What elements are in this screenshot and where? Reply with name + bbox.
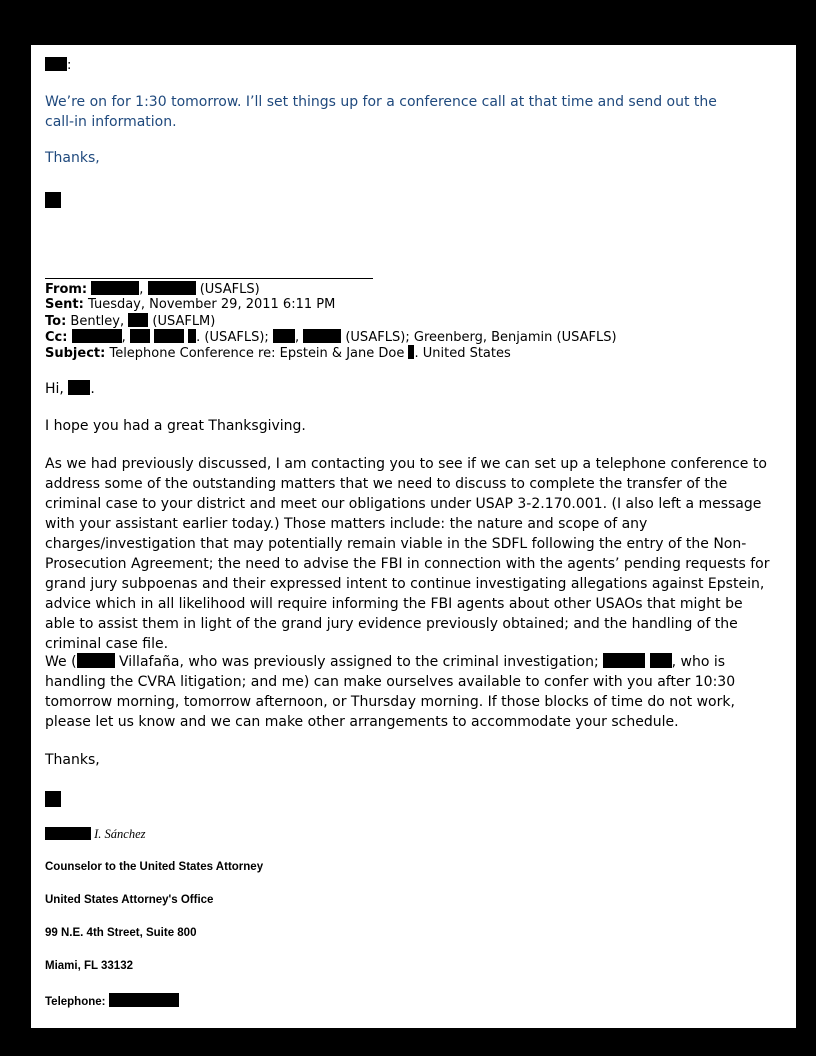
redaction-box: [45, 192, 61, 208]
redaction-box: [154, 329, 184, 343]
header-divider: [45, 278, 373, 279]
reply-thanks: Thanks,: [45, 150, 100, 166]
message-paragraph: I hope you had a great Thanksgiving.: [45, 418, 306, 434]
signature-city: Miami, FL 33132: [45, 960, 133, 972]
reply-paragraph: We’re on for 1:30 tomorrow. I’ll set things up for a conference call at that time and send out the call-in information.: [45, 94, 717, 130]
message-thanks: Thanks,: [45, 752, 100, 768]
signature-title: Counselor to the United States Attorney: [45, 861, 264, 873]
redaction-box: [128, 313, 148, 327]
header-to: To: Bentley, (USAFLM): [45, 314, 216, 329]
redaction-box: [45, 827, 91, 840]
redaction-box: [91, 281, 139, 295]
signature-name: I. Sánchez: [45, 827, 146, 842]
signature-address: 99 N.E. 4th Street, Suite 800: [45, 927, 197, 939]
email-page: [31, 45, 796, 1028]
message-paragraph: We ( Villafaña, who was previously assigned to the criminal investigation; , who is handling the CVRA litigation; and me) can make ourselves available to confer with you after 10:30 tomorrow morning, tomorrow afternoon, or Thursday morning. If those blocks of time do not work, please let us know and we can make other arrangements to accommodate your schedule.: [45, 654, 736, 730]
message-greeting: Hi, .: [45, 381, 95, 397]
redaction-box: [68, 380, 90, 395]
header-from: From: , (USAFLS): [45, 282, 260, 297]
header-subject: Subject: Telephone Conference re: Epstein & Jane Doe . United States: [45, 346, 511, 361]
redaction-box: [45, 57, 67, 71]
redaction-box: [77, 653, 115, 668]
redaction-box: [45, 791, 61, 807]
header-cc: Cc: , . (USAFLS); , (USAFLS); Greenberg, Benjamin (USAFLS): [45, 330, 617, 345]
message-paragraph: As we had previously discussed, I am contacting you to see if we can set up a telephone conference to address some of the outstanding matters that we need to discuss to complete the transfer of the criminal case to your district and meet our obligations under USAP 3-2.170.001. (I also left a message with your assistant earlier today.) Those matters include: the nature and scope of any charges/investigation that may potentially remain viable in the SDFL following the entry of the Non-Prosecution Agreement; the need to advise the FBI in connection with the agents’ pending requests for grand jury subpoenas and their expressed intent to continue investigating allegations against Epstein, advice which in all likelihood will require informing the FBI agents about other USAOs that might be able to assist them in light of the grand jury evidence previously obtained; and the handling of the criminal case file.: [45, 456, 770, 652]
redaction-box: [650, 653, 672, 668]
signature-telephone: Telephone:: [45, 993, 179, 1008]
redaction-box: [273, 329, 295, 343]
redaction-box: [303, 329, 341, 343]
redaction-box: [109, 993, 179, 1007]
redaction-box: [130, 329, 150, 343]
signature-office: United States Attorney's Office: [45, 894, 214, 906]
reply-greeting: :: [45, 57, 71, 73]
redaction-box: [72, 329, 122, 343]
redaction-box: [603, 653, 645, 668]
redaction-box: [188, 329, 196, 343]
redaction-box: [148, 281, 196, 295]
header-sent: Sent: Tuesday, November 29, 2011 6:11 PM: [45, 297, 336, 312]
